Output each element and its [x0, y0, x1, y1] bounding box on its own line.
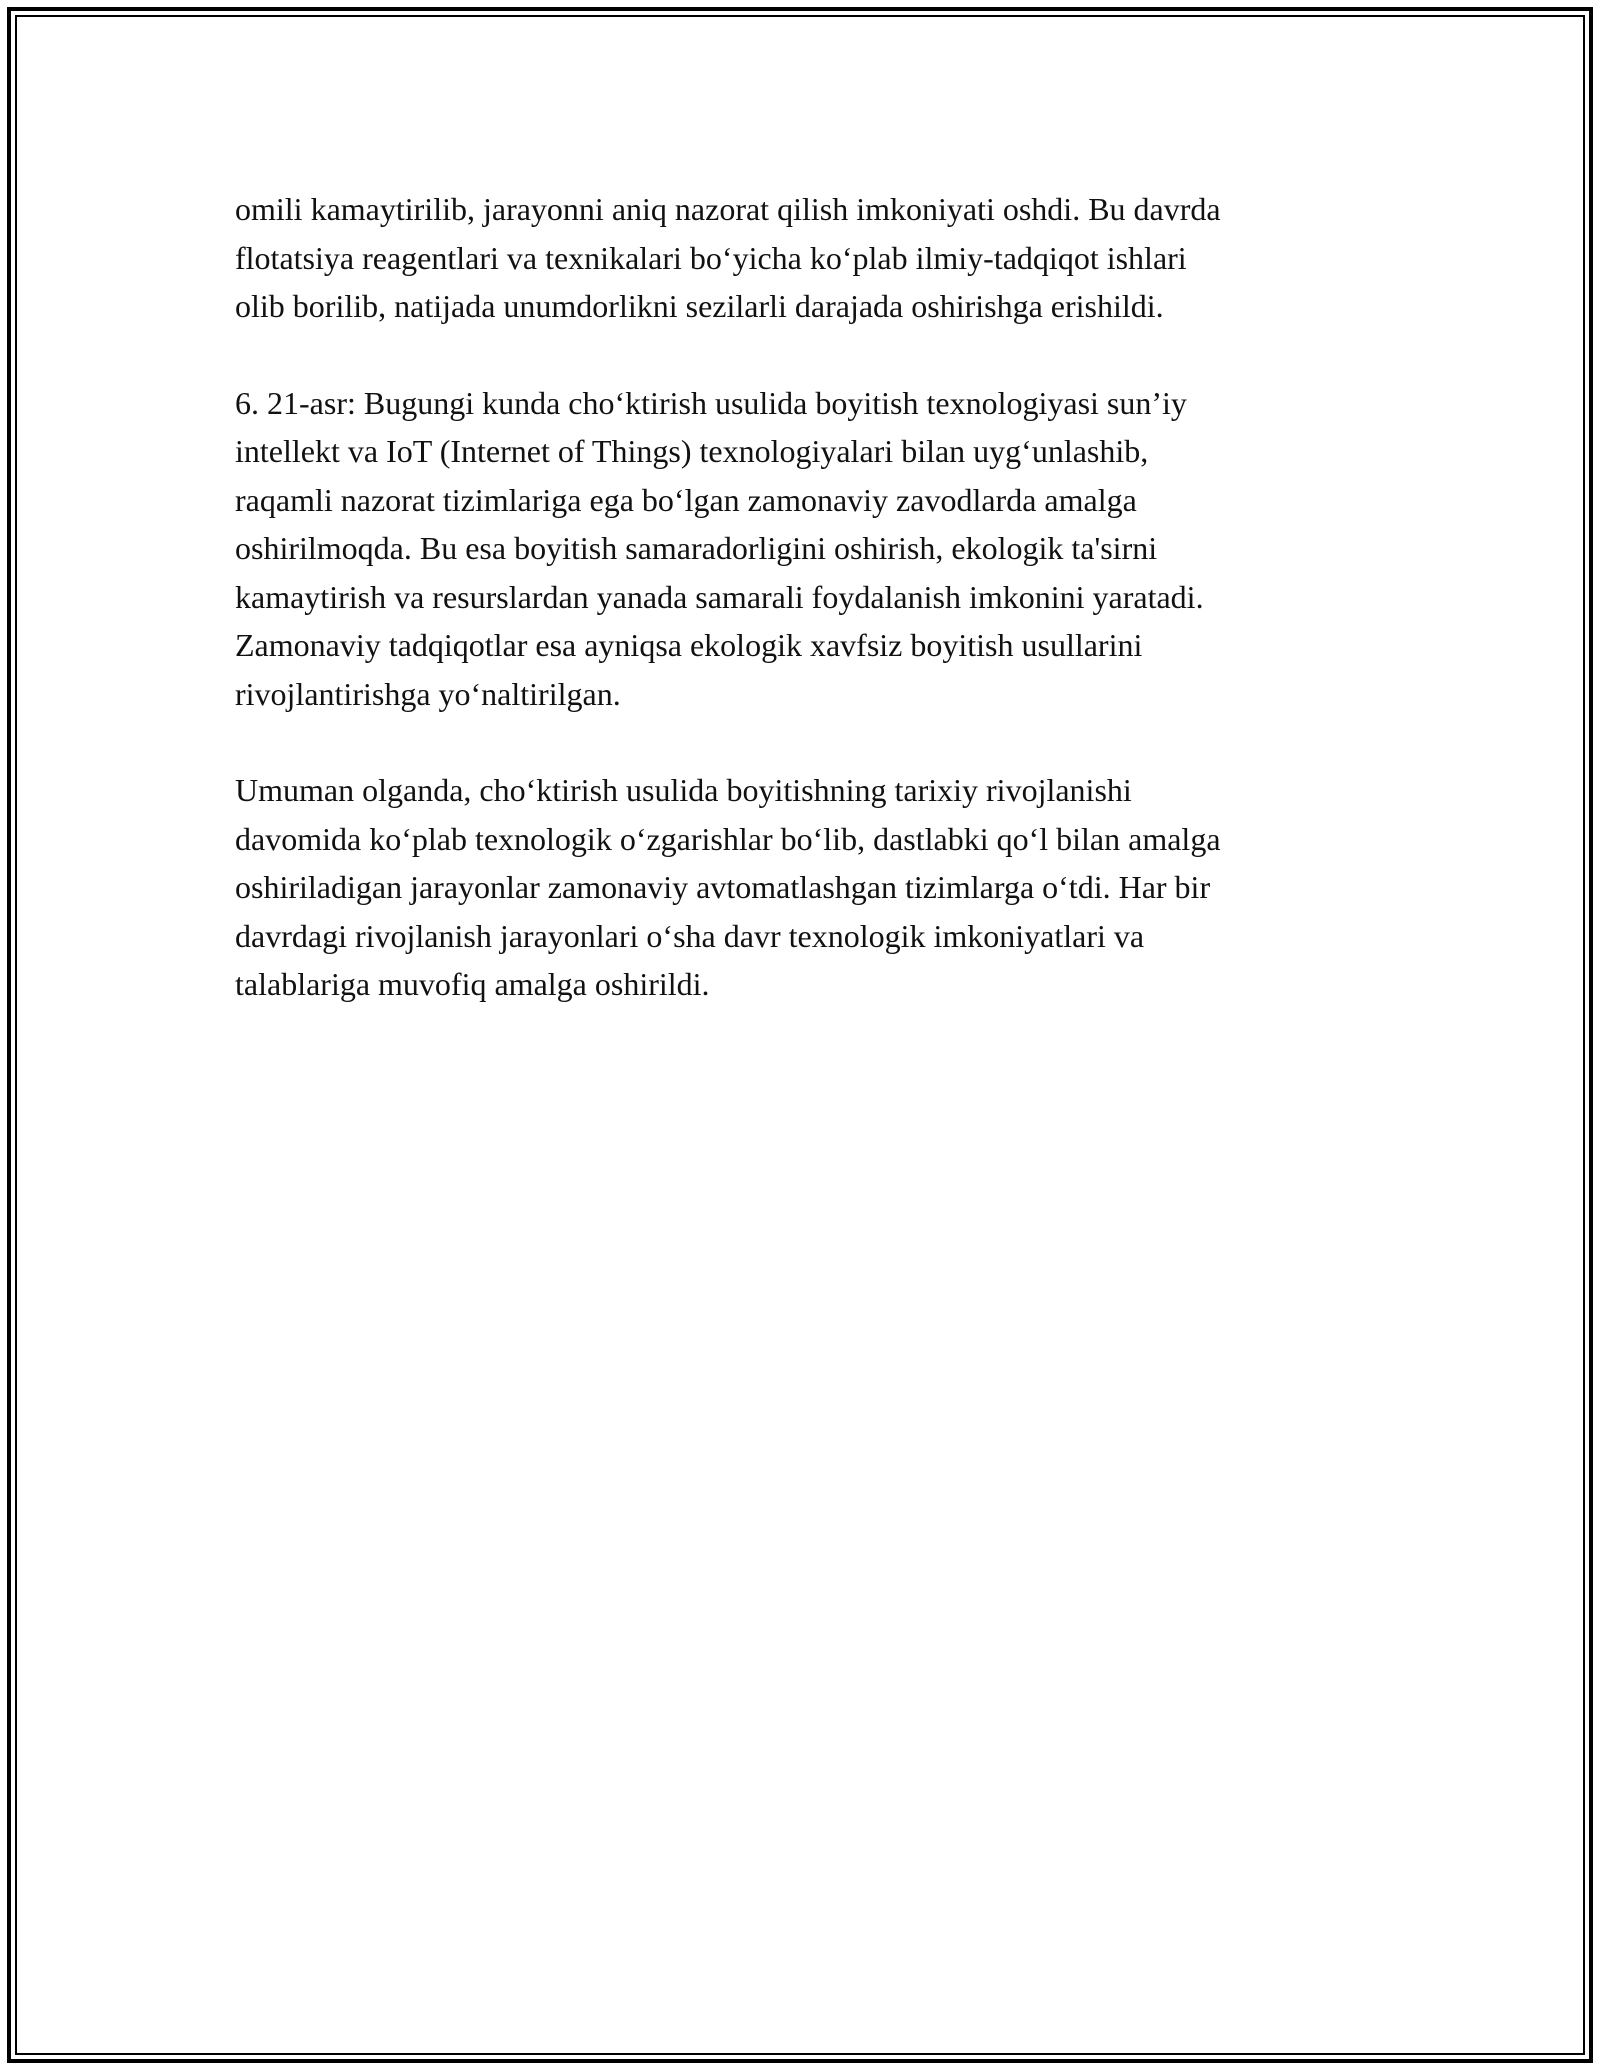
- paragraph-flotation-continued: [235, 185, 1385, 331]
- document-body: [235, 185, 1385, 1057]
- text-line: talablariga muvofiq amalga oshirildi.: [235, 966, 710, 1002]
- text-line: intellekt va IoT (Internet of Things) texnologiyalari bilan uyg‘unlashib,: [235, 433, 1149, 469]
- text-line: oshirilmoqda. Bu esa boyitish samaradorligini oshirish, ekologik ta'sirni: [235, 530, 1158, 566]
- text-line: raqamli nazorat tizimlariga ega bo‘lgan zamonaviy zavodlarda amalga: [235, 481, 1137, 518]
- text-line: flotatsiya reagentlari va texnikalari bo‘yicha ko‘plab ilmiy-tadqiqot ishlari: [235, 239, 1187, 276]
- text-line: 6. 21-asr: Bugungi kunda cho‘ktirish usulida boyitish texnologiyasi sun’iy: [235, 384, 1187, 421]
- text-line: oshiriladigan jarayonlar zamonaviy avtomatlashgan tizimlarga o‘tdi. Har bir: [235, 869, 1211, 905]
- text-line: rivojlantirishga yo‘naltirilgan.: [235, 675, 621, 712]
- text-line: omili kamaytirilib, jarayonni aniq nazorat qilish imkoniyati oshdi. Bu davrda: [235, 191, 1221, 227]
- text-line: olib borilib, natijada unumdorlikni sezilarli darajada oshirishga erishildi.: [235, 288, 1164, 324]
- text-line: Zamonaviy tadqiqotlar esa ayniqsa ekologik xavfsiz boyitish usullarini: [235, 627, 1143, 663]
- text-line: davrdagi rivojlanish jarayonlari o‘sha davr texnologik imkoniyatlari va: [235, 917, 1145, 954]
- text-line: davomida ko‘plab texnologik o‘zgarishlar bo‘lib, dastlabki qo‘l bilan amalga: [235, 820, 1221, 857]
- text-line: kamaytirish va resurslardan yanada samarali foydalanish imkonini yaratadi.: [235, 578, 1204, 615]
- text-line: Umuman olganda, cho‘ktirish usulida boyitishning tarixiy rivojlanishi: [235, 772, 1132, 808]
- paragraph-21st-century: [235, 379, 1385, 719]
- paragraph-conclusion: [235, 766, 1385, 1009]
